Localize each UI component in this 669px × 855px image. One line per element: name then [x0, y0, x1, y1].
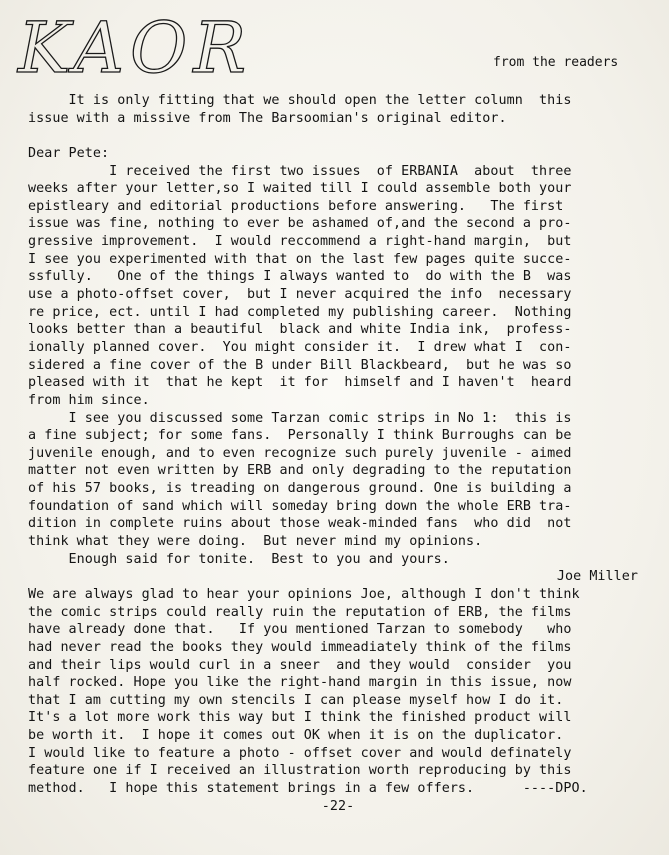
letter-line: matter not even written by ERB and only degrading to the reputation	[28, 463, 572, 479]
letter-column	[28, 92, 648, 815]
reply-line: and their lips would curl in a sneer and they would consider you	[28, 657, 572, 673]
letter-line: gressive improvement. I would reccommend a right-hand margin, but	[28, 234, 572, 250]
letter-line: foundation of sand which will someday bring down the whole ERB tra-	[28, 498, 572, 514]
reply-line: had never read the books they would immeadiately think of the films	[28, 639, 572, 655]
letter-line: dition in complete ruins about those weak-minded fans who did not	[28, 516, 572, 532]
letter-line: looks better than a beautiful black and white India ink, profess-	[28, 322, 572, 338]
letter-line: pleased with it that he kept it for himself and I haven't heard	[28, 375, 572, 391]
letter-line: ionally planned cover. You might consider it. I drew what I con-	[28, 339, 572, 355]
reply-line: I would like to feature a photo - offset cover and would definately	[28, 745, 572, 761]
section-tagline: from the readers	[493, 55, 619, 70]
letter-line: from him since.	[28, 392, 150, 408]
letter-line: of his 57 books, is treading on dangerous ground. One is building a	[28, 481, 572, 497]
reply-line: be worth it. I hope it comes out OK when it is on the duplicator.	[28, 728, 564, 744]
reply-line: half rocked. Hope you like the right-hand margin in this issue, now	[28, 675, 572, 691]
letter-line: I see you experimented with that on the last few pages quite succe-	[28, 251, 572, 267]
letter-line: a fine subject; for some fans. Personally I think Burroughs can be	[28, 428, 572, 444]
masthead-logo	[14, 6, 264, 86]
intro-line: It is only fitting that we should open the letter column this	[28, 93, 572, 108]
letter-salutation: Dear Pete:	[28, 145, 110, 161]
intro-line: issue with a missive from The Barsoomian's original editor.	[28, 110, 507, 126]
reply-line: It's a lot more work this way but I think the finished product will	[28, 710, 572, 726]
reply-line: method. I hope this statement brings in a few offers. ----DPO.	[28, 780, 588, 796]
letter-line: ssfully. One of the things I always wanted to do with the B was	[28, 269, 572, 285]
letter-line: weeks after your letter,so I waited till I could assemble both your	[28, 181, 572, 197]
letter-line: issue was fine, nothing to ever be ashamed of,and the second a pro-	[28, 216, 572, 232]
reply-line: that I am cutting my own stencils I can please myself how I do it.	[28, 692, 564, 708]
letter-line: re price, ect. until I had completed my publishing career. Nothing	[28, 304, 572, 320]
page-number: -22-	[321, 798, 355, 814]
reply-line: We are always glad to hear your opinions Joe, although I don't think	[28, 586, 580, 602]
letter-line: epistleary and editorial productions before answering. The first	[28, 198, 564, 214]
reply-line: feature one if I received an illustration worth reproducing by this	[28, 763, 572, 779]
letter-signature: Joe Miller	[556, 569, 638, 585]
letter-line: I received the first two issues of ERBANIA about three	[28, 163, 572, 179]
reply-line: the comic strips could really ruin the reputation of ERB, the films	[28, 604, 572, 620]
letter-line: sidered a fine cover of the B under Bill Blackbeard, but he was so	[28, 357, 572, 373]
letter-line: Enough said for tonite. Best to you and yours.	[28, 551, 450, 567]
masthead-title: KAOR	[18, 7, 253, 86]
letter-line: juvenile enough, and to even recognize such purely juvenile - aimed	[28, 445, 572, 461]
reply-line: have already done that. If you mentioned Tarzan to somebody who	[28, 622, 572, 638]
letter-line: think what they were doing. But never mind my opinions.	[28, 534, 483, 550]
letter-line: I see you discussed some Tarzan comic strips in No 1: this is	[28, 410, 572, 426]
letter-line: use a photo-offset cover, but I never acquired the info necessary	[28, 287, 572, 303]
